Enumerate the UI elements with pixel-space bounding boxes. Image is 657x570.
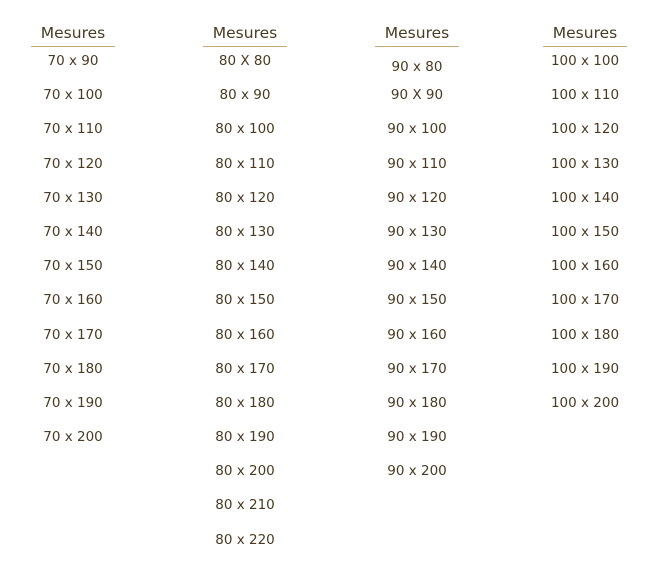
size-list xyxy=(543,47,627,423)
size-item: 100 x 150 xyxy=(550,223,620,240)
size-item: 70 x 130 xyxy=(43,189,103,206)
size-item: 70 x 90 xyxy=(47,53,99,69)
column-header: Mesures xyxy=(375,22,459,47)
size-item: 70 x 110 xyxy=(43,121,103,138)
size-item: 80 x 200 xyxy=(215,463,275,480)
size-item: 80 x 190 xyxy=(215,429,275,446)
size-list xyxy=(375,47,459,491)
size-item: 80 x 130 xyxy=(215,223,275,240)
size-item: 80 x 110 xyxy=(215,155,275,172)
size-item: 80 x 100 xyxy=(215,121,275,138)
size-item: 80 x 150 xyxy=(215,292,275,309)
size-item: 100 x 190 xyxy=(550,360,620,377)
size-column-4 xyxy=(543,22,627,423)
size-item: 80 x 180 xyxy=(215,394,275,411)
size-item: 100 x 120 xyxy=(550,121,620,138)
size-item: 90 x 180 xyxy=(387,394,447,411)
size-item: 90 x 120 xyxy=(387,189,447,206)
size-item: 80 x 120 xyxy=(215,189,275,206)
size-item: 90 x 160 xyxy=(387,326,447,343)
size-item: 100 x 180 xyxy=(550,326,620,343)
size-list xyxy=(31,47,115,457)
size-item: 100 x 100 xyxy=(550,53,620,69)
size-column-1 xyxy=(31,22,115,457)
size-item: 80 X 80 xyxy=(218,53,272,69)
size-item: 80 x 220 xyxy=(215,531,275,548)
size-item: 90 x 100 xyxy=(387,121,447,138)
size-item: 100 x 200 xyxy=(550,394,620,411)
size-item: 90 x 130 xyxy=(387,223,447,240)
size-item: 70 x 100 xyxy=(43,87,103,104)
size-column-2 xyxy=(203,22,287,560)
size-item: 90 x 80 xyxy=(391,59,443,75)
size-item: 70 x 120 xyxy=(43,155,103,172)
column-header: Mesures xyxy=(543,22,627,47)
size-item: 70 x 170 xyxy=(43,326,103,343)
size-item: 90 x 170 xyxy=(387,360,447,377)
size-item: 100 x 110 xyxy=(550,87,620,104)
size-item: 80 x 210 xyxy=(215,497,275,514)
size-item: 90 X 90 xyxy=(390,87,444,104)
size-item: 90 x 200 xyxy=(387,463,447,480)
size-item: 80 x 140 xyxy=(215,258,275,275)
size-item: 70 x 200 xyxy=(43,429,103,446)
size-item: 70 x 140 xyxy=(43,223,103,240)
size-item: 70 x 150 xyxy=(43,258,103,275)
size-item: 100 x 130 xyxy=(550,155,620,172)
size-item: 90 x 110 xyxy=(387,155,447,172)
size-item: 90 x 190 xyxy=(387,429,447,446)
size-item: 90 x 150 xyxy=(387,292,447,309)
size-item: 100 x 140 xyxy=(550,189,620,206)
size-item: 70 x 160 xyxy=(43,292,103,309)
size-item: 70 x 190 xyxy=(43,394,103,411)
column-header: Mesures xyxy=(203,22,287,47)
size-item: 90 x 140 xyxy=(387,258,447,275)
size-column-3 xyxy=(375,22,459,491)
size-item: 80 x 170 xyxy=(215,360,275,377)
size-item: 80 x 90 xyxy=(219,87,271,104)
column-header: Mesures xyxy=(31,22,115,47)
size-item: 80 x 160 xyxy=(215,326,275,343)
size-list xyxy=(203,47,287,560)
size-item: 100 x 160 xyxy=(550,258,620,275)
size-item: 100 x 170 xyxy=(550,292,620,309)
size-item: 70 x 180 xyxy=(43,360,103,377)
